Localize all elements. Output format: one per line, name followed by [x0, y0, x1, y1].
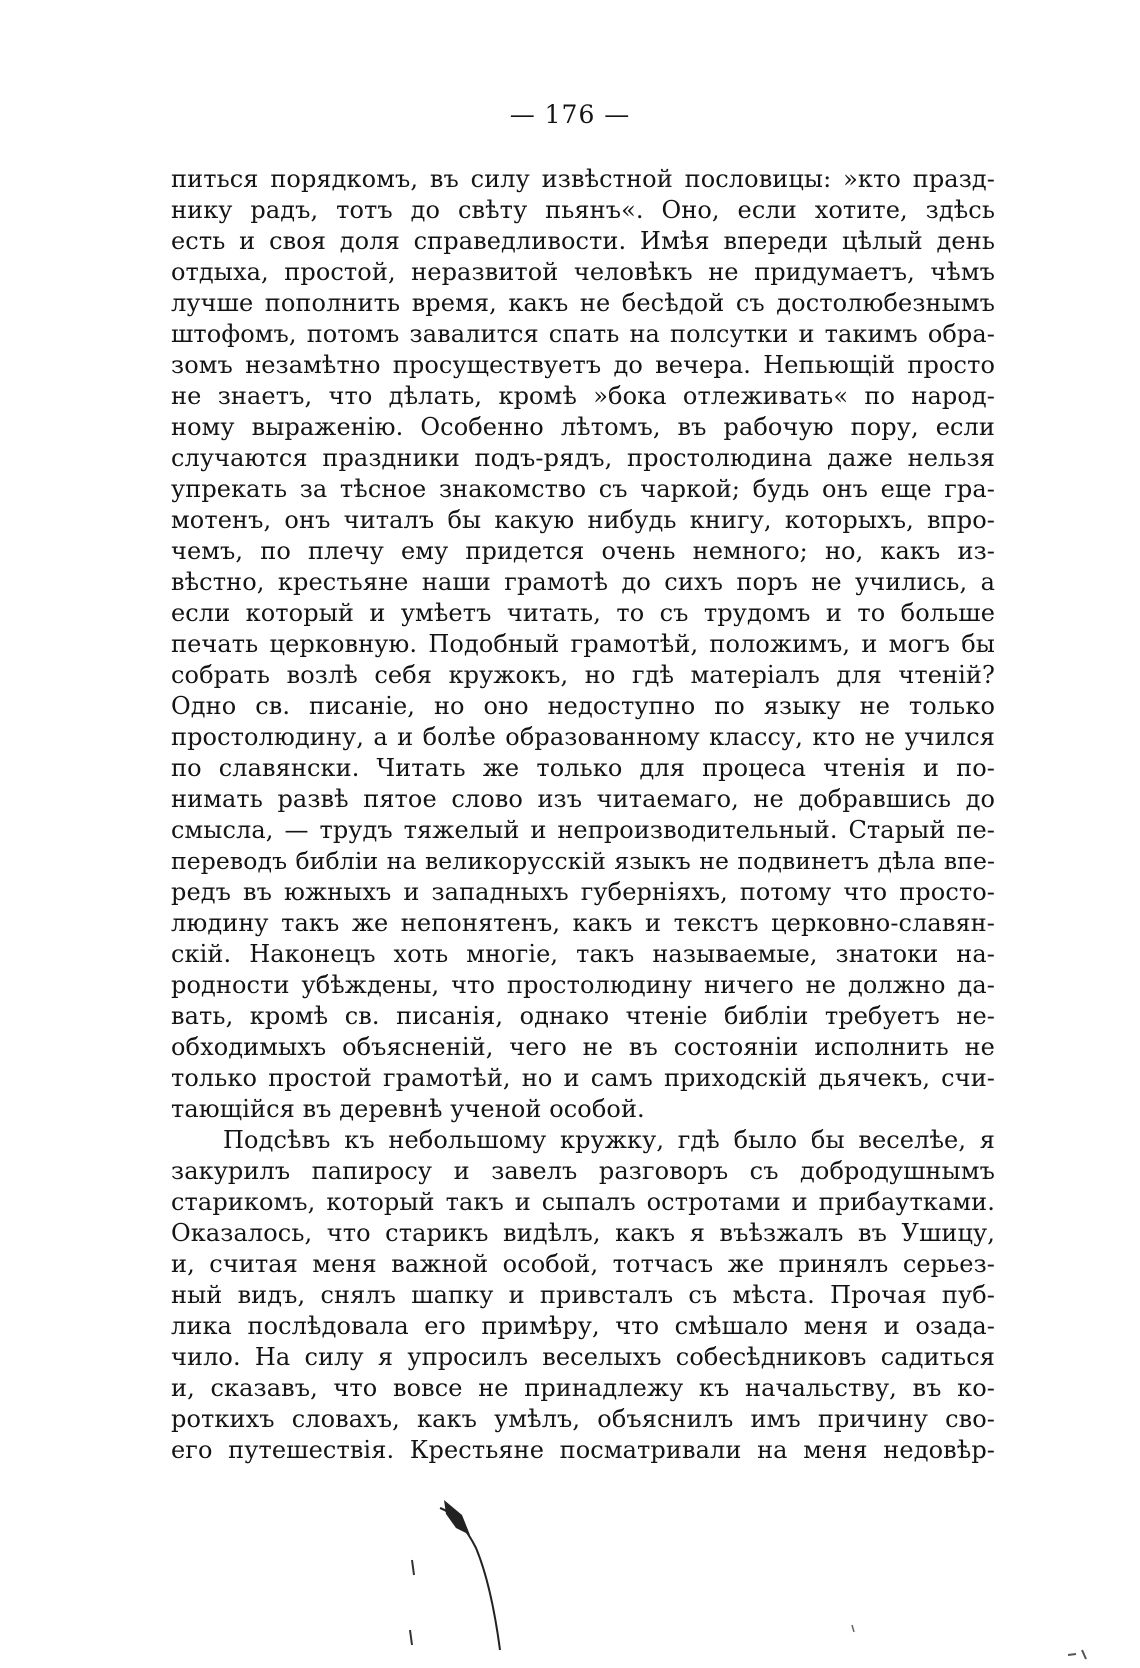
text-line: печать церковную. Подобный грамотѣй, положимъ, и могъ бы	[171, 630, 995, 658]
ink-speck-mark	[1068, 1650, 1086, 1659]
text-line: обходимыхъ объясненій, чего не въ состояніи исполнить не	[171, 1033, 995, 1061]
text-line: лика послѣдовала его примѣру, что смѣшало меня и озада-	[171, 1312, 995, 1340]
text-line: упрекать за тѣсное знакомство съ чаркой; будь онъ еще гра-	[171, 475, 995, 503]
text-line: по славянски. Читать же только для процеса чтенія и по-	[171, 754, 995, 782]
body-text	[171, 164, 995, 1466]
text-line: тающійся въ деревнѣ ученой особой.	[171, 1095, 645, 1123]
text-line: людину такъ же непонятенъ, какъ и текстъ церковно-славян-	[171, 909, 995, 937]
text-line: штофомъ, потомъ завалится спать на полсутки и такимъ обра-	[171, 320, 995, 348]
text-line: смысла, — трудъ тяжелый и непроизводительный. Старый пе-	[171, 816, 995, 844]
text-line: и, считая меня важной особой, тотчасъ же принялъ серьез-	[171, 1250, 995, 1278]
text-line: ный видъ, снялъ шапку и привсталъ съ мѣста. Прочая пуб-	[171, 1281, 995, 1309]
text-line: закурилъ папиросу и завелъ разговоръ съ добродушнымъ	[171, 1157, 995, 1185]
ink-blot-mark	[444, 1500, 470, 1535]
text-line: есть и своя доля справедливости. Имѣя впереди цѣлый день	[171, 227, 995, 255]
text-line: чемъ, по плечу ему придется очень немного; но, какъ из-	[171, 537, 995, 565]
text-line: случаются праздники подъ-рядъ, простолюдина даже нельзя	[171, 444, 995, 472]
text-line: чило. На силу я упросилъ веселыхъ собесѣдниковъ садиться	[171, 1343, 995, 1371]
ink-speck-mark	[410, 1560, 414, 1645]
text-line: лучше пополнить время, какъ не бесѣдой съ достолюбезнымъ	[171, 289, 995, 317]
text-line: редъ въ южныхъ и западныхъ губерніяхъ, потому что просто-	[171, 878, 995, 906]
text-line: Одно св. писаніе, но оно недоступно по языку не только	[171, 692, 995, 720]
text-line: переводъ библіи на великорусскій языкъ не подвинетъ дѣла впе-	[171, 847, 995, 875]
text-line: не знаетъ, что дѣлать, кромѣ »бока отлеживать« по народ-	[171, 382, 995, 410]
ink-speck-mark	[852, 1625, 854, 1632]
text-line: вать, кромѣ св. писанія, однако чтеніе библіи требуетъ не-	[171, 1002, 995, 1030]
page-number: — 176 —	[509, 100, 631, 129]
text-line: нимать развѣ пятое слово изъ читаемаго, не добравшись до	[171, 785, 995, 813]
text-line: собрать возлѣ себя кружокъ, но гдѣ матеріалъ для чтеній?	[171, 661, 995, 689]
text-line: зомъ незамѣтно просуществуетъ до вечера. Непьющій просто	[171, 351, 995, 379]
text-line: если который и умѣетъ читать, то съ трудомъ и то больше	[171, 599, 995, 627]
text-line: вѣстно, крестьяне наши грамотѣ до сихъ поръ не учились, а	[171, 568, 995, 596]
text-line: Оказалось, что старикъ видѣлъ, какъ я въѣзжалъ въ Ушицу,	[171, 1219, 995, 1247]
text-line: и, сказавъ, что вовсе не принадлежу къ начальству, въ ко-	[171, 1374, 995, 1402]
paragraph	[171, 1125, 995, 1466]
text-line: старикомъ, который такъ и сыпалъ остротами и прибаутками.	[171, 1188, 995, 1216]
text-line: отдыха, простой, неразвитой человѣкъ не придумаетъ, чѣмъ	[171, 258, 995, 286]
text-line: только простой грамотѣй, но и самъ приходскій дьячекъ, счи-	[171, 1064, 995, 1092]
paragraph	[171, 164, 995, 1125]
text-line: простолюдину, а и болѣе образованному классу, кто не учился	[171, 723, 995, 751]
text-line: мотенъ, онъ читалъ бы какую нибудь книгу, которыхъ, впро-	[171, 506, 995, 534]
ink-stroke-mark	[440, 1508, 500, 1650]
text-line: родности убѣждены, что простолюдину ничего не должно да-	[171, 971, 995, 999]
text-line: ному выраженію. Особенно лѣтомъ, въ рабочую пору, если	[171, 413, 995, 441]
text-line: питься порядкомъ, въ силу извѣстной пословицы: »кто празд-	[171, 165, 995, 193]
text-line: нику радъ, тотъ до свѣту пьянъ«. Оно, если хотите, здѣсь	[171, 196, 995, 224]
text-line: его путешествія. Крестьяне посматривали на меня недовѣр-	[171, 1436, 995, 1464]
text-line: роткихъ словахъ, какъ умѣлъ, объяснилъ имъ причину сво-	[171, 1405, 995, 1433]
text-line: скій. Наконецъ хоть многіе, такъ называемые, знатоки на-	[171, 940, 995, 968]
text-line: Подсѣвъ къ небольшому кружку, гдѣ было бы веселѣе, я	[223, 1126, 995, 1154]
